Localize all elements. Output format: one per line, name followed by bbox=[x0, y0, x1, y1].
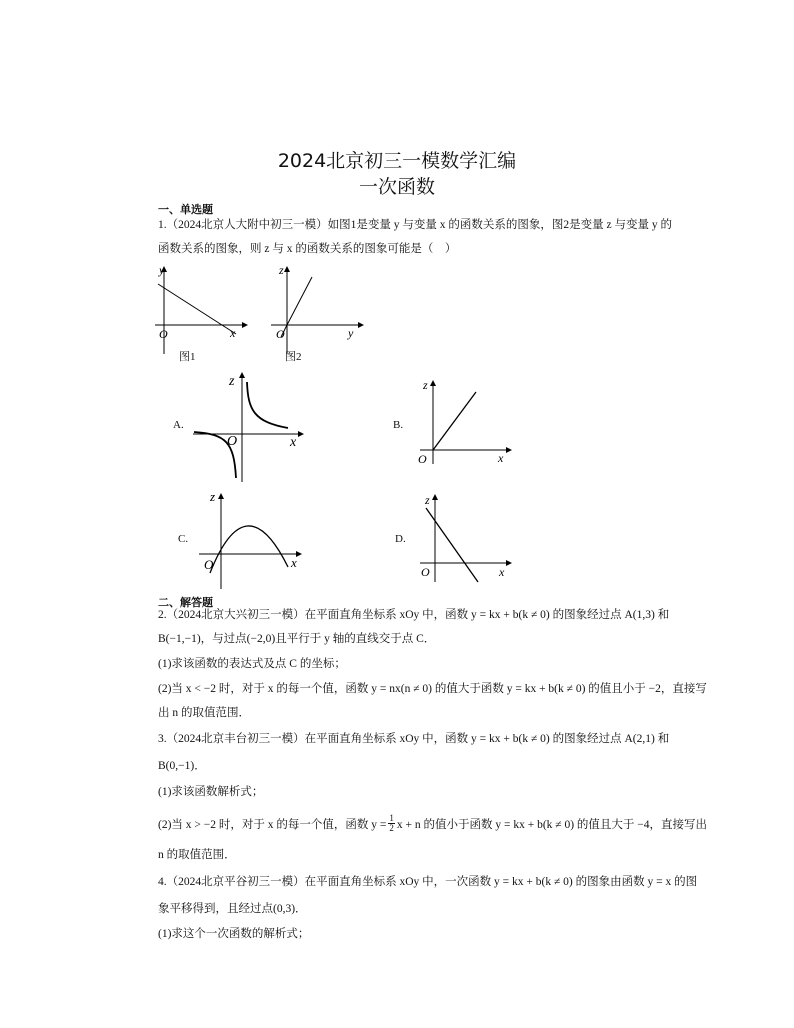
option-b-label: B. bbox=[393, 419, 404, 431]
fig1-y-label: y bbox=[159, 263, 165, 277]
q3-fraction-denominator: 2 bbox=[389, 823, 394, 833]
q3-line4-part1: (2)当 x > −2 时，对于 x 的每一个值，函数 y = bbox=[158, 818, 387, 831]
q4-text-line2: 象平移得到，且经过点(0,3)． bbox=[158, 903, 307, 915]
page-title: 2024北京初三一模数学汇编 bbox=[277, 150, 517, 172]
figure-2-caption: 图2 bbox=[285, 351, 302, 363]
option-a-x-label: x bbox=[290, 435, 297, 450]
q3-text-line5: n 的取值范围． bbox=[158, 849, 236, 861]
option-a-label: A. bbox=[173, 419, 184, 431]
option-b-graph bbox=[412, 376, 512, 466]
fig1-origin-label: O bbox=[159, 327, 168, 341]
q2-text-line1: 2.（2024北京大兴初三一模）在平面直角坐标系 xOy 中，函数 y = kx + b(k ≠ 0) 的图象经过点 A(1,3) 和 bbox=[158, 609, 670, 621]
option-a-z-label: z bbox=[229, 374, 235, 389]
figure-1-caption: 图1 bbox=[179, 351, 196, 363]
q4-text-line1: 4.（2024北京平谷初三一模）在平面直角坐标系 xOy 中，一次函数 y = kx + b(k ≠ 0) 的图象由函数 y = x 的图 bbox=[158, 876, 698, 888]
option-b-x-label: x bbox=[498, 451, 504, 465]
q3-line4-part2: x + n 的值小于函数 y = kx + b(k ≠ 0) 的值且大于 −4，直接写出 bbox=[396, 818, 708, 831]
fig1-x-label: x bbox=[230, 326, 236, 340]
q2-text-line5: 出 n 的取值范围． bbox=[158, 707, 250, 719]
q1-text-line2: 函数关系的图象，则 z 与 x 的函数关系的图象可能是（ ） bbox=[158, 243, 457, 255]
option-c-label: C. bbox=[178, 533, 189, 545]
option-c-origin-label: O bbox=[204, 557, 214, 572]
q2-text-line4: (2)当 x < −2 时，对于 x 的每一个值，函数 y = nx(n ≠ 0) 的值大于函数 y = kx + b(k ≠ 0) 的值且小于 −2，直接写 bbox=[158, 683, 707, 695]
option-a-origin-label: O bbox=[227, 434, 238, 449]
option-d-graph bbox=[414, 490, 514, 585]
option-a-graph bbox=[190, 370, 305, 485]
q2-text-line3: (1)求该函数的表达式及点 C 的坐标； bbox=[158, 658, 346, 670]
fig2-origin-label: O bbox=[276, 327, 285, 341]
fig2-z-label: z bbox=[279, 263, 284, 277]
q2-text-line2: B(−1,−1)，与过点(−2,0)且平行于 y 轴的直线交于点 C． bbox=[158, 633, 436, 645]
option-d-label: D. bbox=[395, 533, 406, 545]
q3-text-line2: B(0,−1)． bbox=[158, 760, 206, 772]
option-c-z-label: z bbox=[210, 489, 216, 504]
figure-2-graph bbox=[266, 262, 366, 362]
option-b-z-label: z bbox=[423, 378, 428, 392]
option-d-origin-label: O bbox=[421, 565, 430, 579]
q3-fraction-numerator: 1 bbox=[389, 813, 394, 823]
q3-text-line3: (1)求该函数解析式； bbox=[158, 786, 264, 798]
section-single-choice: 一、单选题 bbox=[158, 203, 213, 216]
page-subtitle: 一次函数 bbox=[358, 176, 435, 198]
fig2-y-label: y bbox=[348, 326, 354, 340]
option-d-x-label: x bbox=[499, 565, 505, 579]
q3-text-line1: 3.（2024北京丰台初三一模）在平面直角坐标系 xOy 中，函数 y = kx + b(k ≠ 0) 的图象经过点 A(2,1) 和 bbox=[158, 733, 670, 745]
q4-text-line3: (1)求这个一次函数的解析式； bbox=[158, 928, 310, 940]
option-b-origin-label: O bbox=[418, 452, 427, 466]
q1-text-line1: 1.（2024北京人大附中初三一模）如图1是变量 y 与变量 x 的函数关系的图象，图2是变量 z 与变量 y 的 bbox=[158, 219, 672, 231]
q3-text-line4 bbox=[158, 814, 707, 833]
option-c-x-label: x bbox=[291, 555, 297, 570]
option-d-z-label: z bbox=[425, 493, 430, 507]
section-answer-questions: 二、解答题 bbox=[158, 596, 213, 609]
figure-1-graph bbox=[150, 262, 250, 362]
option-c-graph bbox=[196, 487, 306, 592]
q3-fraction bbox=[388, 814, 395, 833]
